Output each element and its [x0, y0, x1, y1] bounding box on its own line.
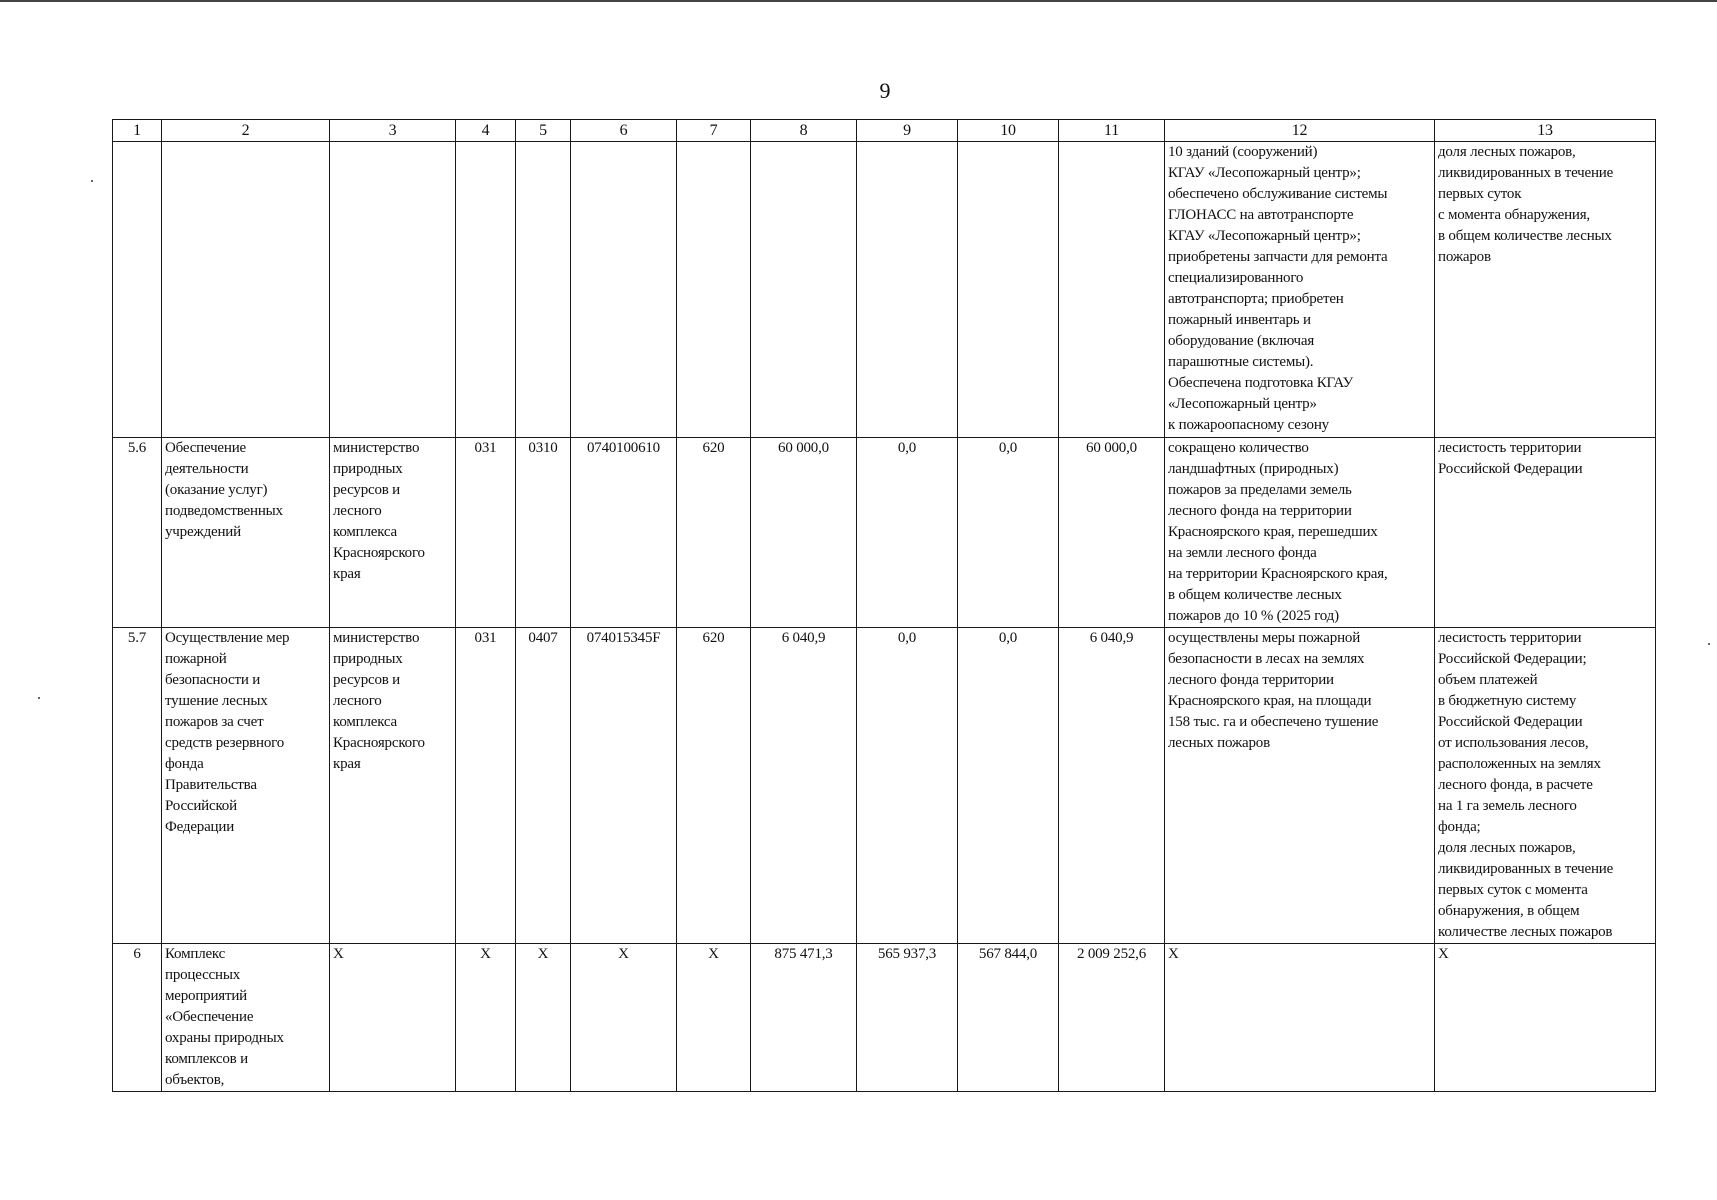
scan-speck: [1708, 643, 1710, 645]
amount-total: 60 000,0: [1059, 438, 1165, 628]
column-number: 13: [1435, 120, 1656, 142]
measure-name: [162, 142, 330, 438]
column-number: 9: [857, 120, 958, 142]
amount-total: 2 009 252,6: [1059, 944, 1165, 1092]
code-vr: 620: [677, 628, 751, 944]
page-number: 9: [879, 78, 891, 103]
indicator-link: лесистость территории Российской Федерации: [1435, 438, 1656, 628]
budget-measures-table: [112, 119, 1656, 1092]
code-rzpr: [516, 142, 571, 438]
expected-result: осуществлены меры пожарной безопасности в лесах на землях лесного фонда территории Красноярского края, на площади 158 тыс. га и обеспечено тушение лесных пожаров: [1165, 628, 1435, 944]
expected-result: 10 зданий (сооружений) КГАУ «Лесопожарный центр»; обеспечено обслуживание системы ГЛОНАСС на автотранспорте КГАУ «Лесопожарный центр»; приобретены запчасти для ремонта специализированного автотранспорта; приобретен пожарный инвентарь и оборудование (включая парашютные системы). Обеспечена подготовка КГАУ «Лесопожарный центр» к пожароопасному сезону: [1165, 142, 1435, 438]
code-csr: 074015345F: [571, 628, 677, 944]
column-number: 5: [516, 120, 571, 142]
row-number: [113, 142, 162, 438]
row-number: 5.6: [113, 438, 162, 628]
column-number: 4: [456, 120, 516, 142]
responsible-executor: Х: [330, 944, 456, 1092]
column-number: 12: [1165, 120, 1435, 142]
scan-top-edge: [0, 0, 1717, 2]
expected-result: Х: [1165, 944, 1435, 1092]
amount-year-1: 60 000,0: [751, 438, 857, 628]
code-grbs: 031: [456, 628, 516, 944]
amount-year-1: 6 040,9: [751, 628, 857, 944]
amount-year-1: 875 471,3: [751, 944, 857, 1092]
column-number: 2: [162, 120, 330, 142]
indicator-link: Х: [1435, 944, 1656, 1092]
measure-name: Обеспечение деятельности (оказание услуг) подведомственных учреждений: [162, 438, 330, 628]
responsible-executor: министерство природных ресурсов и лесного комплекса Красноярского края: [330, 438, 456, 628]
code-grbs: [456, 142, 516, 438]
code-vr: Х: [677, 944, 751, 1092]
scan-speck: [91, 180, 93, 182]
row-number: 5.7: [113, 628, 162, 944]
expected-result: сокращено количество ландшафтных (природных) пожаров за пределами земель лесного фонда на территории Красноярского края, перешедших на земли лесного фонда на территории Красноярского края, в общем количестве лесных пожаров до 10 % (2025 год): [1165, 438, 1435, 628]
code-csr: [571, 142, 677, 438]
column-number: 10: [958, 120, 1059, 142]
amount-year-3: 567 844,0: [958, 944, 1059, 1092]
row-number: 6: [113, 944, 162, 1092]
amount-year-3: 0,0: [958, 438, 1059, 628]
responsible-executor: министерство природных ресурсов и лесного комплекса Красноярского края: [330, 628, 456, 944]
column-number-row: [113, 120, 1656, 142]
table-row: [113, 628, 1656, 944]
amount-year-3: [958, 142, 1059, 438]
table-row: [113, 438, 1656, 628]
column-number: 6: [571, 120, 677, 142]
amount-year-2: 0,0: [857, 438, 958, 628]
amount-year-1: [751, 142, 857, 438]
amount-year-3: 0,0: [958, 628, 1059, 944]
column-number: 7: [677, 120, 751, 142]
code-rzpr: 0310: [516, 438, 571, 628]
amount-total: 6 040,9: [1059, 628, 1165, 944]
column-number: 8: [751, 120, 857, 142]
measure-name: Комплекс процессных мероприятий «Обеспечение охраны природных комплексов и объектов,: [162, 944, 330, 1092]
code-rzpr: Х: [516, 944, 571, 1092]
responsible-executor: [330, 142, 456, 438]
code-csr: 0740100610: [571, 438, 677, 628]
amount-year-2: [857, 142, 958, 438]
code-vr: 620: [677, 438, 751, 628]
scan-speck: [38, 697, 40, 699]
code-rzpr: 0407: [516, 628, 571, 944]
code-grbs: 031: [456, 438, 516, 628]
measure-name: Осуществление мер пожарной безопасности и тушение лесных пожаров за счет средств резервного фонда Правительства Российской Федерации: [162, 628, 330, 944]
code-vr: [677, 142, 751, 438]
indicator-link: лесистость территории Российской Федерации; объем платежей в бюджетную систему Российской Федерации от использования лесов, расположенных на землях лесного фонда, в расчете на 1 га земель лесного фонда; доля лесных пожаров, ликвидированных в течение первых суток с момента обнаружения, в общем количестве лесных пожаров: [1435, 628, 1656, 944]
table-row: [113, 944, 1656, 1092]
column-number: 1: [113, 120, 162, 142]
indicator-link: доля лесных пожаров, ликвидированных в течение первых суток с момента обнаружения, в общем количестве лесных пожаров: [1435, 142, 1656, 438]
code-csr: Х: [571, 944, 677, 1092]
amount-year-2: 565 937,3: [857, 944, 958, 1092]
table-row: [113, 142, 1656, 438]
column-number: 3: [330, 120, 456, 142]
code-grbs: Х: [456, 944, 516, 1092]
column-number: 11: [1059, 120, 1165, 142]
amount-total: [1059, 142, 1165, 438]
amount-year-2: 0,0: [857, 628, 958, 944]
